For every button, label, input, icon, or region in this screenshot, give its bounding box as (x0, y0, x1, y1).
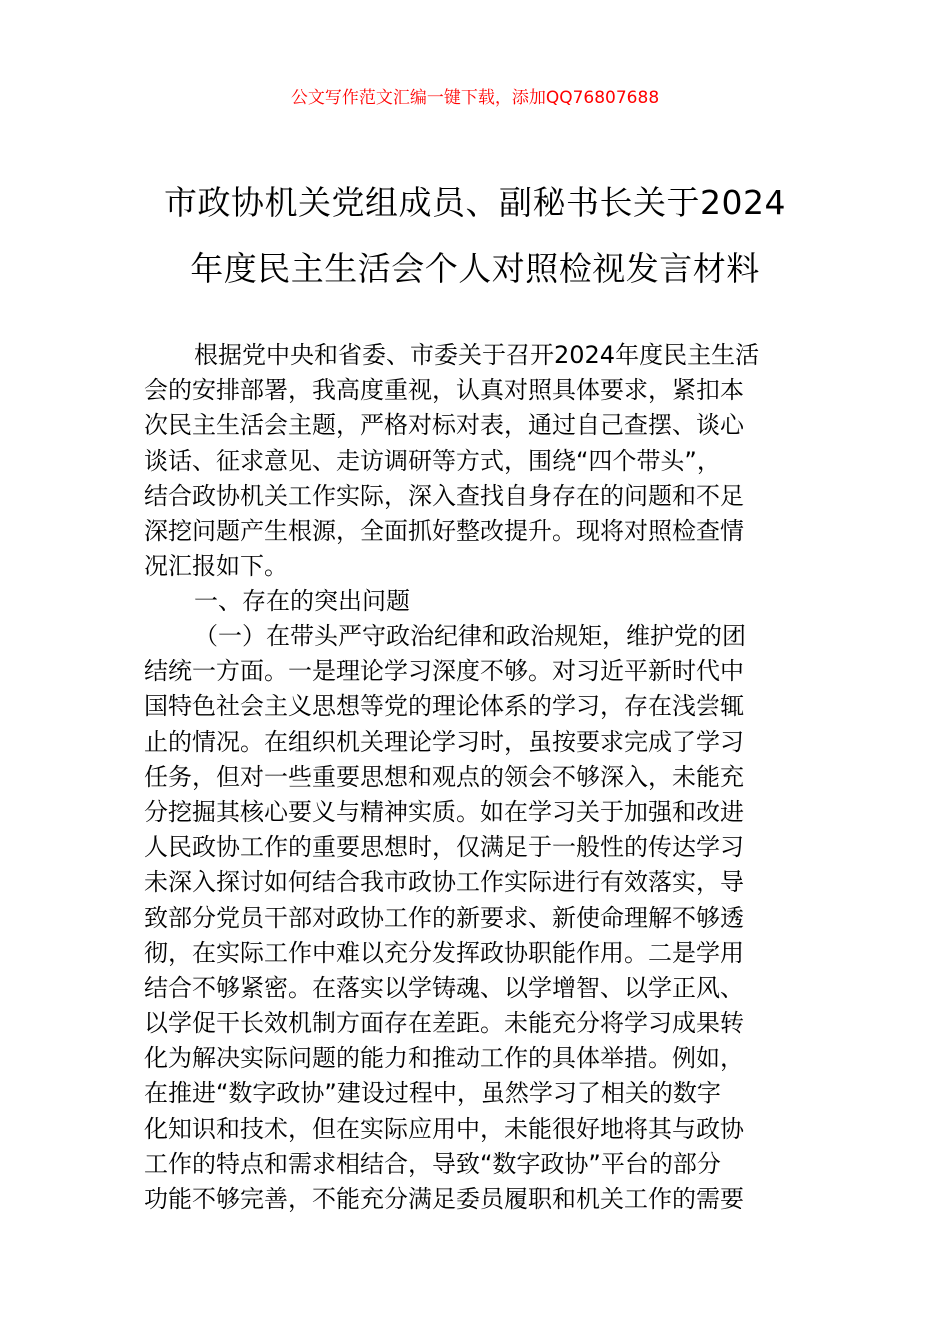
paragraph-line: 工作的特点和需求相结合，导致“数字政协”平台的部分 (144, 1149, 721, 1178)
paragraph-line: 结统一方面。一是理论学习深度不够。对习近平新时代中 (144, 657, 744, 686)
paragraph-line: 未深入探讨如何结合我市政协工作实际进行有效落实，导 (144, 868, 744, 897)
document-title-line-1: 市政协机关党组成员、副秘书长关于2024 (164, 183, 786, 222)
paragraph-line: 化知识和技术，但在实际应用中，未能很好地将其与政协 (144, 1114, 744, 1143)
download-banner: 公文写作范文汇编一键下载，添加QQ76807688 (290, 88, 660, 108)
paragraph-line: 在推进“数字政协”建设过程中，虽然学习了相关的数字 (144, 1079, 721, 1108)
paragraph-line: 致部分党员干部对政协工作的新要求、新使命理解不够透 (144, 903, 744, 932)
paragraph-line: 以学促干长效机制方面存在差距。未能充分将学习成果转 (144, 1009, 744, 1038)
paragraph-line: 结合不够紧密。在落实以学铸魂、以学增智、以学正风、 (144, 973, 744, 1002)
paragraph-line: 谈话、征求意见、走访调研等方式，围绕“四个带头”， (144, 446, 721, 475)
intro-paragraph (144, 338, 816, 584)
paragraph-line: 彻，在实际工作中难以充分发挥政协职能作用。二是学用 (144, 938, 744, 967)
paragraph-line: 次民主生活会主题，严格对标对表，通过自己查摆、谈心 (144, 411, 744, 440)
paragraph-line: 功能不够完善，不能充分满足委员履职和机关工作的需要 (144, 1185, 744, 1213)
paragraph-line: 止的情况。在组织机关理论学习时，虽按要求完成了学习 (144, 727, 744, 756)
paragraph-line: 人民政协工作的重要思想时，仅满足于一般性的传达学习 (144, 833, 744, 862)
paragraph-line: 况汇报如下。 (144, 552, 288, 581)
paragraph-line: 分挖掘其核心要义与精神实质。如在学习关于加强和改进 (144, 797, 744, 826)
subsection-paragraph (144, 619, 816, 1217)
paragraph-line: 结合政协机关工作实际，深入查找自身存在的问题和不足 (144, 481, 744, 510)
paragraph-line: 根据党中央和省委、市委关于召开2024年度民主生活 (194, 341, 760, 369)
paragraph-line: 深挖问题产生根源，全面抓好整改提升。现将对照检查情 (144, 516, 744, 545)
paragraph-line: 国特色社会主义思想等党的理论体系的学习，存在浅尝辄 (144, 692, 744, 721)
section-heading: 一、存在的突出问题 (194, 587, 410, 615)
paragraph-line: （一）在带头严守政治纪律和政治规矩，维护党的团 (194, 622, 746, 650)
paragraph-line: 化为解决实际问题的能力和推动工作的具体举措。例如， (144, 1044, 744, 1073)
paragraph-line: 会的安排部署，我高度重视，认真对照具体要求，紧扣本 (144, 376, 744, 405)
document-title-line-2: 年度民主生活会个人对照检视发言材料 (190, 249, 760, 288)
section-heading-block (144, 584, 816, 619)
paragraph-line: 任务，但对一些重要思想和观点的领会不够深入，未能充 (144, 762, 744, 791)
